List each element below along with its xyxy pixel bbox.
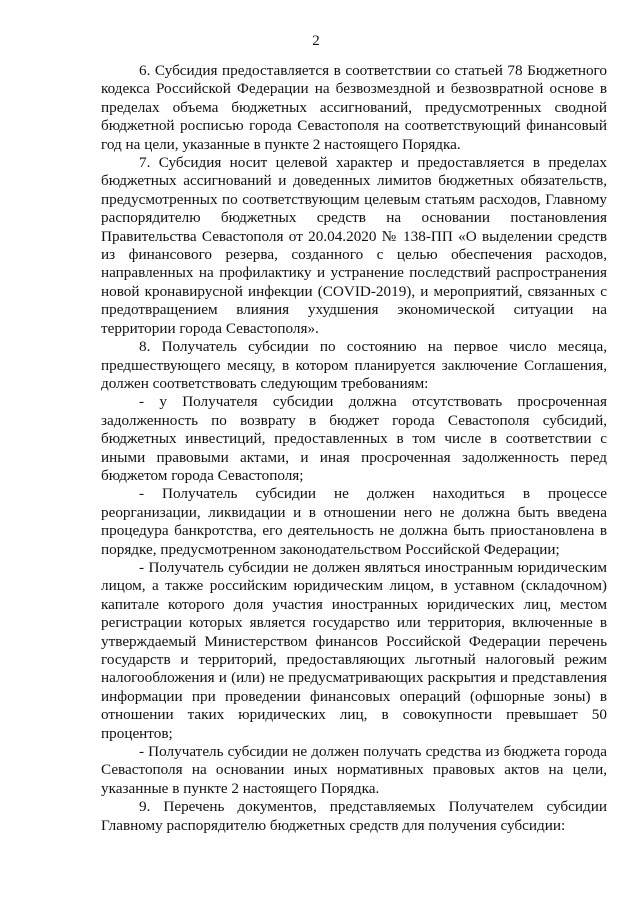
page-number: 2 bbox=[312, 33, 320, 49]
document-body bbox=[101, 62, 607, 835]
paragraph-8: 8. Получатель субсидии по состоянию на первое число месяца, предшествующего месяцу, в котором планируется заключение Соглашения, должен соответствовать следующим требованиям: bbox=[101, 338, 607, 392]
paragraph-7: 7. Субсидия носит целевой характер и предоставляется в пределах бюджетных ассигнований и доведенных лимитов бюджетных обязательств, предусмотренных по соответствующим целевым статьям расходов, Главному распорядителю бюджетных средств на основании постановления Правительства Севастополя от 20.04.2020 № 138-ПП «О выделении средств из финансового резерва, созданного с целью обеспечения расходов, направленных на профилактику и устранение последствий распространения новой кронавирусной инфекции (COVID-2019), и мероприятий, связанных с предотвращением влияния ухудшения экономической ситуации на территории города Севастополя». bbox=[101, 154, 607, 337]
requirement-no-reorganization: - Получатель субсидии не должен находиться в процессе реорганизации, ликвидации и в отношении него не должна быть введена процедура банкротства, его деятельность не должна быть приостановлена в порядке, предусмотренном законодательством Российской Федерации; bbox=[101, 485, 607, 558]
requirement-not-foreign-entity: - Получатель субсидии не должен являться иностранным юридическим лицом, а также российским юридическим лицом, в уставном (складочном) капитале которого доля участия иностранных юридических лиц, местом регистрации которых является государство или территория, включенные в утверждаемый Министерством финансов Российской Федерации перечень государств и территорий, предоставляющих льготный налоговый режим налогообложения и (или) не предусматривающих раскрытия и представления информации при проведении финансовых операций (офшорные зоны) в отношении таких юридических лиц, в совокупности превышает 50 процентов; bbox=[101, 558, 607, 742]
paragraph-6: 6. Субсидия предоставляется в соответствии со статьей 78 Бюджетного кодекса Российской Федерации на безвозмездной и безвозвратной основе в пределах объема бюджетных ассигнований, предусмотренных сводной бюджетной росписью города Севастополя на соответствующий финансовый год на цели, указанные в пункте 2 настоящего Порядка. bbox=[101, 62, 607, 153]
paragraph-9: 9. Перечень документов, представляемых Получателем субсидии Главному распорядителю бюджетных средств для получения субсидии: bbox=[101, 798, 607, 834]
requirement-no-other-budget-funds: - Получатель субсидии не должен получать средства из бюджета города Севастополя на основании иных нормативных правовых актов на цели, указанные в пункте 2 настоящего Порядка. bbox=[101, 743, 607, 797]
requirement-no-overdue-debt: - у Получателя субсидии должна отсутствовать просроченная задолженность по возврату в бюджет города Севастополя субсидий, бюджетных инвестиций, предоставленных в том числе в соответствии с иными правовыми актами, и иная просроченная задолженность перед бюджетом города Севастополя; bbox=[101, 393, 607, 484]
